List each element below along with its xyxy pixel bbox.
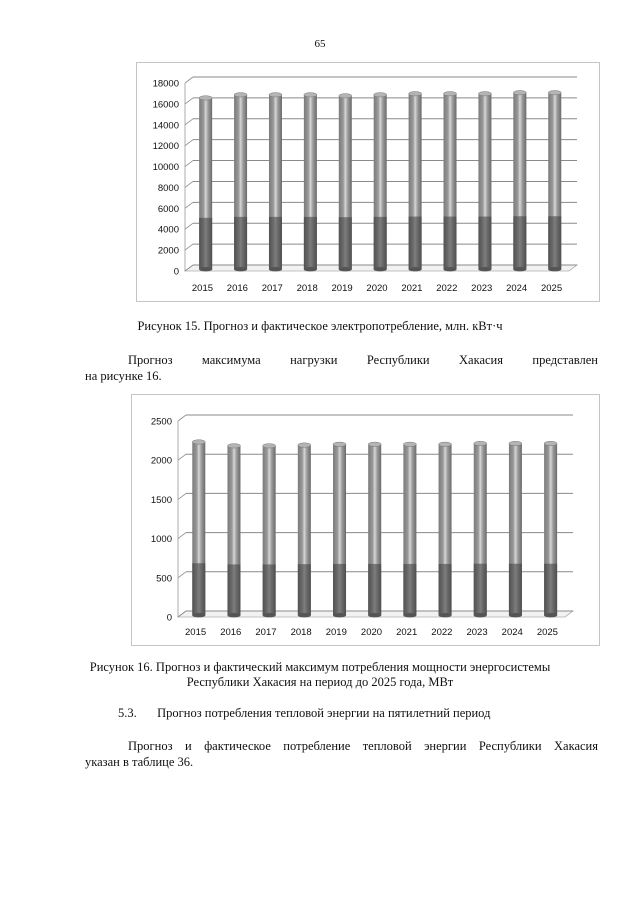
y-tick-label: 18000 (152, 78, 179, 90)
y-tick-label: 1500 (150, 494, 172, 506)
bar-lower (409, 217, 422, 270)
bar-lower (298, 564, 311, 615)
bar-lower (513, 216, 526, 269)
bar-2019 (339, 94, 352, 272)
bar-2019 (333, 442, 346, 617)
bar-lower (444, 217, 457, 270)
section-title: Прогноз потребления тепловой энергии на пятилетний период (157, 706, 491, 720)
bar-2023 (478, 92, 491, 272)
y-tick-label: 8000 (157, 182, 179, 194)
paragraph-1-line-2: на рисунке 16. (85, 369, 162, 383)
bar-2023 (474, 441, 487, 617)
x-tick-label: 2015 (191, 283, 214, 294)
bar-2017 (269, 93, 282, 272)
x-tick-label: 2022 (431, 627, 453, 638)
bar-base (509, 613, 522, 617)
x-tick-label: 2023 (466, 627, 488, 638)
bar-base (374, 267, 387, 271)
bar-cap (304, 93, 317, 97)
bar-lower (368, 564, 381, 615)
bar-lower (199, 218, 212, 269)
y-tick-label: 14000 (152, 120, 179, 132)
section-heading (118, 706, 490, 721)
y-tick-label: 12000 (152, 141, 179, 153)
bar-cap (513, 90, 526, 94)
bar-lower (333, 564, 346, 615)
x-tick-label: 2016 (220, 627, 242, 638)
page-number: 65 (314, 38, 326, 50)
bar-cap (409, 92, 422, 96)
bar-lower (474, 564, 487, 616)
x-tick-label: 2017 (255, 627, 277, 638)
bar-2022 (439, 442, 452, 617)
bar-lower (192, 563, 205, 615)
bar-cap (192, 440, 205, 444)
bar-2018 (304, 93, 317, 272)
gridline-depth (178, 572, 186, 578)
x-tick-label: 2019 (325, 627, 347, 638)
bar-2024 (513, 90, 526, 271)
bar-cap (509, 441, 522, 445)
bar-base (444, 267, 457, 271)
section-number: 5.3. (118, 706, 137, 720)
x-tick-label: 2015 (185, 627, 207, 638)
bar-cap (333, 442, 346, 446)
bar-2020 (368, 442, 381, 617)
bar-cap (368, 442, 381, 446)
bar-cap (263, 444, 276, 448)
bar-cap (474, 441, 487, 445)
bar-lower (227, 564, 240, 615)
x-tick-label: 2025 (540, 283, 563, 294)
gridline-depth (185, 140, 193, 146)
chart-figure-16 (131, 394, 600, 646)
bar-cap (199, 96, 212, 100)
paragraph-1-line-1: Прогноз максимума нагрузки Республики Хакасия представлен (128, 353, 598, 367)
bar-2015 (192, 440, 205, 618)
x-tick-label: 2022 (436, 283, 458, 294)
bar-base (409, 267, 422, 271)
chart-15-svg (137, 63, 599, 301)
x-tick-label: 2020 (360, 627, 383, 638)
y-tick-label: 0 (173, 266, 179, 278)
bar-cap (227, 444, 240, 448)
gridline-depth (185, 119, 193, 125)
bar-base (403, 613, 416, 617)
bar-cap (298, 443, 311, 447)
bar-lower (478, 217, 491, 270)
bar-cap (339, 94, 352, 98)
y-tick-label: 6000 (157, 203, 179, 215)
gridline-depth (185, 77, 193, 83)
bar-2021 (409, 92, 422, 272)
bar-cap (478, 92, 491, 96)
gridline-depth (185, 98, 193, 104)
bar-base (544, 613, 557, 617)
gridline-depth (185, 223, 193, 229)
paragraph-2-line-2: указан в таблице 36. (85, 755, 194, 769)
bar-base (263, 613, 276, 617)
bar-2016 (234, 93, 247, 272)
x-tick-label: 2021 (401, 283, 423, 294)
bar-lower (509, 564, 522, 616)
x-tick-label: 2024 (506, 283, 528, 294)
bar-2016 (227, 444, 240, 618)
bar-base (199, 267, 212, 271)
y-tick-label: 2000 (157, 245, 179, 257)
bar-cap (374, 93, 387, 97)
x-tick-label: 2020 (366, 283, 388, 294)
y-tick-label: 500 (156, 573, 172, 585)
x-tick-label: 2024 (501, 627, 523, 638)
x-tick-label: 2019 (331, 283, 353, 294)
y-tick-label: 10000 (152, 162, 179, 174)
bar-base (333, 613, 346, 617)
x-tick-label: 2016 (226, 283, 248, 294)
bar-2022 (444, 92, 457, 272)
bar-lower (374, 217, 387, 269)
bar-2018 (298, 443, 311, 618)
x-tick-label: 2023 (471, 283, 493, 294)
figure-16-caption-line-2: Республики Хакасия на период до 2025 года, МВт (186, 675, 454, 689)
bar-lower (403, 564, 416, 615)
gridline-depth (185, 161, 193, 167)
bar-lower (263, 564, 276, 615)
bar-base (548, 267, 561, 271)
chart-figure-15 (136, 62, 600, 302)
bar-2025 (548, 90, 561, 271)
x-tick-label: 2017 (261, 283, 283, 294)
bar-lower (304, 217, 317, 269)
y-tick-label: 2000 (150, 455, 172, 467)
bar-lower (339, 217, 352, 269)
x-tick-label: 2021 (396, 627, 418, 638)
x-tick-label: 2018 (290, 627, 312, 638)
bar-2021 (403, 442, 416, 617)
gridline-depth (178, 415, 186, 421)
bar-base (227, 613, 240, 617)
gridline-depth (185, 244, 193, 250)
y-tick-label: 16000 (152, 99, 179, 111)
bar-base (513, 267, 526, 271)
chart-16-svg (132, 395, 599, 645)
bar-2017 (263, 444, 276, 618)
bar-base (269, 267, 282, 271)
bar-base (368, 613, 381, 617)
bar-cap (234, 93, 247, 97)
bar-lower (269, 217, 282, 269)
bar-2020 (374, 93, 387, 272)
bar-base (298, 613, 311, 617)
x-tick-label: 2018 (296, 283, 318, 294)
x-tick-label: 2025 (536, 627, 558, 638)
bar-2015 (199, 96, 212, 272)
bar-cap (439, 442, 452, 446)
y-tick-label: 4000 (157, 224, 179, 236)
bar-cap (544, 441, 557, 445)
bar-lower (439, 564, 452, 615)
bar-cap (548, 90, 561, 94)
bar-cap (269, 93, 282, 97)
bar-cap (444, 92, 457, 96)
figure-16-caption-line-1: Рисунок 16. Прогноз и фактический максимум потребления мощности энергосистемы (89, 660, 551, 674)
figure-15-caption: Рисунок 15. Прогноз и фактическое электропотребление, млн. кВт·ч (137, 319, 503, 333)
bar-base (192, 613, 205, 617)
bar-2025 (544, 441, 557, 617)
bar-lower (548, 216, 561, 269)
y-tick-label: 0 (166, 612, 172, 624)
paragraph-2-line-1: Прогноз и фактическое потребление тепловой энергии Республики Хакасия (128, 739, 598, 753)
gridline-depth (185, 202, 193, 208)
y-tick-label: 2500 (150, 416, 172, 428)
bar-base (304, 267, 317, 271)
bar-lower (544, 564, 557, 616)
bar-2024 (509, 441, 522, 617)
bar-cap (403, 442, 416, 446)
bar-lower (234, 217, 247, 269)
gridline-depth (178, 454, 186, 460)
bar-base (234, 267, 247, 271)
bar-base (339, 267, 352, 271)
bar-base (474, 613, 487, 617)
bar-base (478, 267, 491, 271)
gridline-depth (178, 493, 186, 499)
bar-base (439, 613, 452, 617)
y-tick-label: 1000 (150, 534, 172, 546)
gridline-depth (185, 181, 193, 187)
gridline-depth (178, 533, 186, 539)
